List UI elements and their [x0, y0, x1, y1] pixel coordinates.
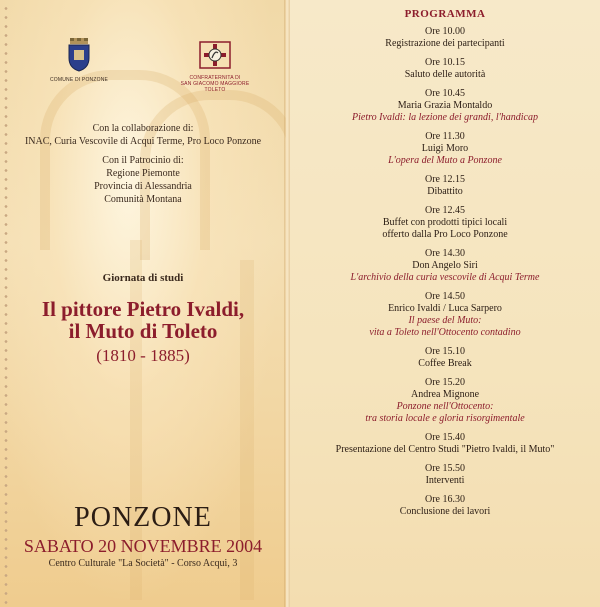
slot-time: Ore 14.50 [425, 291, 465, 302]
programme-slot [290, 205, 600, 241]
slot-line: Dibattito [427, 186, 463, 197]
slot-line: offerto dalla Pro Loco Ponzone [382, 229, 508, 240]
cover-panel [0, 0, 286, 607]
programme-slot [290, 291, 600, 339]
slot-time: Ore 14.30 [425, 248, 465, 259]
slot-time: Ore 15.50 [425, 463, 465, 474]
event-venue: Centro Culturale "La Società" - Corso Acqui, 3 [48, 558, 238, 569]
event-type: Giornata di studi [102, 272, 184, 284]
comune-logo [44, 38, 114, 83]
slot-time: Ore 15.20 [425, 377, 465, 388]
programme-slot [290, 377, 600, 425]
slot-time: Ore 15.10 [425, 346, 465, 357]
patronage-intro: Con il Patrocinio di: [102, 155, 184, 166]
slot-line: Luigi Moro [421, 143, 469, 154]
programme-slot [290, 26, 600, 50]
slot-time: Ore 16.30 [425, 494, 465, 505]
programme-slot [290, 88, 600, 124]
confraternita-logo [180, 40, 250, 93]
slot-line: Interventi [425, 475, 465, 486]
title-line-1: Il pittore Pietro Ivaldi, [41, 297, 245, 321]
slot-talk-title: Pietro Ivaldi: la lezione dei grandi, l'handicap [352, 112, 538, 123]
slot-line: Andrea Mignone [410, 389, 480, 400]
slot-line: Presentazione del Centro Studi "Pietro Ivaldi, il Muto" [335, 444, 555, 455]
slot-line: Registrazione dei partecipanti [385, 38, 505, 49]
patron-item: Provincia di Alessandria [94, 181, 192, 192]
programme-slot [290, 131, 600, 167]
event-date: SABATO 20 NOVEMBRE 2004 [23, 536, 263, 556]
programme-slot [290, 463, 600, 487]
slot-time: Ore 12.15 [425, 174, 465, 185]
programme-slot [290, 346, 600, 370]
programme-slot [290, 57, 600, 81]
collaboration-block [0, 122, 286, 148]
programme-slot [290, 248, 600, 284]
confraternita-caption-3: TOLETO [204, 87, 226, 93]
slot-line: Conclusione dei lavori [399, 506, 491, 517]
slot-time: Ore 11.30 [425, 131, 465, 142]
cross-emblem-icon [198, 40, 232, 70]
slot-time: Ore 12.45 [425, 205, 465, 216]
programme-slot [290, 432, 600, 456]
slot-time: Ore 10.15 [425, 57, 465, 68]
patron-item: Regione Piemonte [106, 168, 180, 179]
slot-time: Ore 15.40 [425, 432, 465, 443]
slot-line: Enrico Ivaldi / Luca Sarpero [388, 303, 502, 314]
slot-talk-title: L'archivio della curia vescovile di Acqui Terme [350, 272, 540, 283]
slot-line: Coffee Break [418, 358, 472, 369]
slot-line: Maria Grazia Montaldo [397, 100, 493, 111]
patronage-block [0, 154, 286, 206]
slot-talk-title: vita a Toleto nell'Ottocento contadino [369, 327, 521, 338]
title-line-2: il Muto di Toleto [68, 319, 218, 343]
event-title [0, 298, 286, 342]
programme-title: PROGRAMMA [404, 8, 486, 20]
collab-text: INAC, Curia Vescovile di Acqui Terme, Pro Loco Ponzone [24, 136, 262, 147]
programme-slot [290, 494, 600, 518]
slot-talk-title: Il paese del Muto: [408, 315, 482, 326]
patron-item: Comunità Montana [104, 194, 182, 205]
slot-talk-title: L'opera del Muto a Ponzone [388, 155, 502, 166]
comune-caption: COMUNE DI PONZONE [49, 77, 109, 83]
slot-talk-title: tra storia locale e gloria risorgimentale [365, 413, 525, 424]
confraternita-caption-1: CONFRATERNITA DI [189, 75, 241, 81]
programme-list [290, 26, 600, 525]
event-years: (1810 - 1885) [96, 346, 190, 365]
coat-of-arms-icon [66, 38, 92, 72]
slot-time: Ore 10.00 [425, 26, 465, 37]
programme-slot [290, 174, 600, 198]
slot-time: Ore 10.45 [425, 88, 465, 99]
confraternita-caption-2: SAN GIACOMO MAGGIORE [180, 81, 250, 87]
slot-line: Saluto delle autorità [404, 69, 486, 80]
slot-line: Buffet con prodotti tipici locali [382, 217, 508, 228]
collab-intro: Con la collaborazione di: [92, 123, 194, 134]
event-city: PONZONE [74, 502, 212, 533]
slot-talk-title: Ponzone nell'Ottocento: [396, 401, 494, 412]
slot-line: Don Angelo Siri [412, 260, 478, 271]
